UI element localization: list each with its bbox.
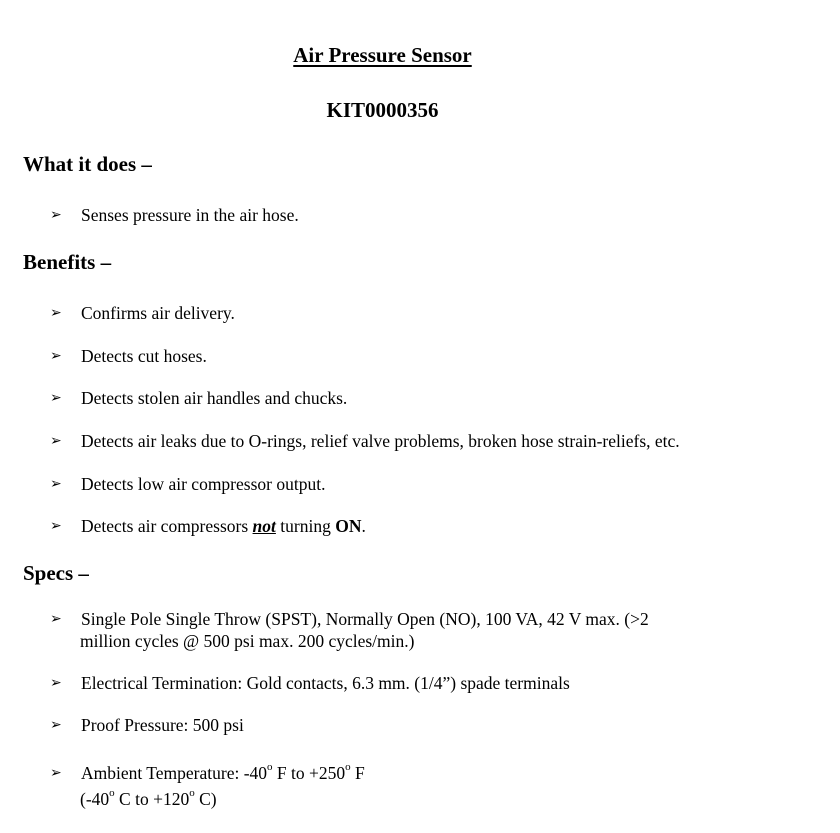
emphasis-not: not (252, 516, 276, 536)
degree-superscript: o (345, 761, 351, 774)
text-fragment: F (350, 763, 365, 783)
text-fragment: turning (275, 516, 336, 536)
arrowhead-bullet-icon: ➢ (50, 518, 62, 534)
arrowhead-bullet-icon: ➢ (50, 717, 62, 733)
degree-superscript: o (109, 787, 115, 800)
text-fragment: -40 (243, 763, 268, 783)
document-title: Air Pressure Sensor (293, 43, 472, 67)
arrowhead-bullet-icon: ➢ (50, 476, 62, 492)
arrowhead-bullet-icon: ➢ (50, 611, 62, 627)
arrowhead-bullet-icon: ➢ (50, 348, 62, 364)
list-item-text: Detects stolen air handles and chucks. (81, 388, 348, 408)
list-item-text: Single Pole Single Throw (SPST), Normally Open (NO), 100 VA, 42 V max. (>2 (81, 609, 649, 629)
arrowhead-bullet-icon: ➢ (50, 305, 62, 321)
list-item-text: Confirms air delivery. (81, 303, 235, 323)
kit-code: KIT0000356 (326, 98, 439, 122)
list-item-text: Detects cut hoses. (81, 346, 207, 366)
degree-superscript: o (189, 787, 195, 800)
list-item-text: Senses pressure in the air hose. (81, 205, 299, 225)
list-item-text: Electrical Termination: Gold contacts, 6.3 mm. (1/4”) spade terminals (81, 673, 570, 693)
text-fragment: Ambient Temperature: (81, 763, 244, 783)
list-item-text-continued (80, 788, 217, 810)
text-fragment: +250 (309, 763, 346, 783)
section-heading-benefits: Benefits – (23, 250, 112, 274)
text-fragment: . (361, 516, 366, 536)
list-item-text (81, 515, 821, 537)
text-fragment: Detects air compressors (81, 516, 253, 536)
arrowhead-bullet-icon: ➢ (50, 207, 62, 223)
text-fragment: C to (114, 789, 154, 809)
arrowhead-bullet-icon: ➢ (50, 390, 62, 406)
list-item-text (81, 762, 821, 784)
list-item-text: Detects low air compressor output. (81, 474, 326, 494)
section-heading-what-it-does: What it does – (23, 152, 152, 176)
arrowhead-bullet-icon: ➢ (50, 765, 62, 781)
arrowhead-bullet-icon: ➢ (50, 675, 62, 691)
text-fragment: F to (272, 763, 310, 783)
text-fragment: C) (194, 789, 217, 809)
text-fragment: +120 (153, 789, 190, 809)
strong-on: ON (335, 516, 362, 536)
text-fragment: (-40 (80, 789, 110, 809)
arrowhead-bullet-icon: ➢ (50, 433, 62, 449)
list-item-text-continued: million cycles @ 500 psi max. 200 cycles/min.) (80, 631, 415, 651)
degree-superscript: o (267, 761, 273, 774)
list-item-text: Detects air leaks due to O-rings, relief valve problems, broken hose strain-reliefs, etc. (81, 431, 680, 451)
section-heading-specs: Specs – (23, 561, 89, 585)
list-item-text: Proof Pressure: 500 psi (81, 715, 244, 735)
